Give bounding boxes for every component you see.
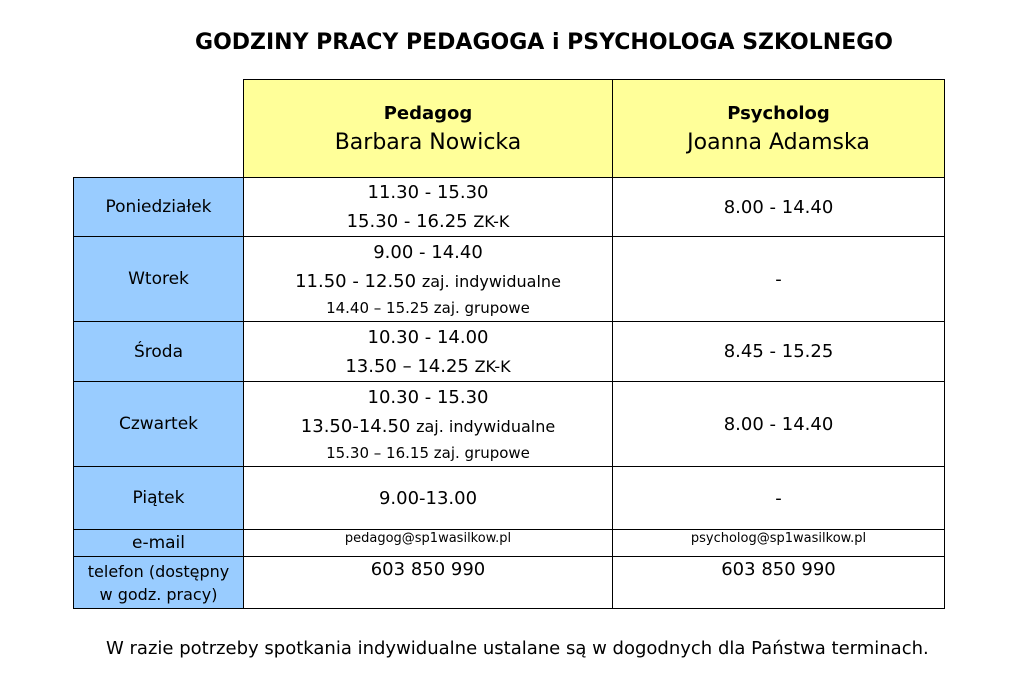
page-title: GODZINY PRACY PEDAGOGA i PSYCHOLOGA SZKOLNEGO <box>195 30 893 55</box>
header-role: Psycholog <box>727 102 830 124</box>
time-range: 9.00 - 14.40 <box>373 242 483 263</box>
time-note: zaj. indywidualne <box>421 272 561 291</box>
time-line <box>368 178 489 207</box>
time-range: 10.30 - 14.00 <box>367 326 489 348</box>
time-range: 9.00-13.00 <box>378 487 478 509</box>
time-line <box>368 323 489 352</box>
pedagog-hours-thursday <box>243 381 613 467</box>
pedagog-email[interactable]: pedagog@sp1wasilkow.pl <box>243 529 613 557</box>
time-line <box>379 484 477 513</box>
phone-label <box>73 556 244 609</box>
time-line <box>368 383 489 412</box>
phone-label-line: w godz. pracy) <box>99 584 218 604</box>
pedagog-hours-tuesday <box>243 236 613 322</box>
time-line-small: 15.30 – 16.15 zaj. grupowe <box>326 444 530 462</box>
time-line-small: 14.40 – 15.25 zaj. grupowe <box>326 299 530 317</box>
time-range: 11.50 - 12.50 <box>295 271 417 292</box>
psycholog-hours-monday: 8.00 - 14.40 <box>612 177 945 237</box>
header-person: Joanna Adamska <box>687 129 870 155</box>
time-line <box>347 207 510 236</box>
day-label-wednesday: Środa <box>73 321 244 382</box>
pedagog-hours-monday <box>243 177 613 237</box>
day-label-tuesday: Wtorek <box>73 236 244 322</box>
pedagog-hours-wednesday <box>243 321 613 382</box>
psycholog-hours-friday: - <box>612 466 945 530</box>
time-range: 10.30 - 15.30 <box>367 387 489 408</box>
time-range: 13.50-14.50 <box>300 416 411 437</box>
schedule-table <box>74 79 945 608</box>
time-note: ZK-K <box>473 212 510 231</box>
psycholog-hours-wednesday: 8.45 - 15.25 <box>612 321 945 382</box>
day-label-thursday: Czwartek <box>73 381 244 467</box>
footer-note: W razie potrzeby spotkania indywidualne ustalane są w dogodnych dla Państwa terminach. <box>106 638 929 659</box>
email-label: e-mail <box>73 529 244 557</box>
psycholog-hours-thursday: 8.00 - 14.40 <box>612 381 945 467</box>
phone-label-line: telefon (dostępny <box>87 561 230 581</box>
time-range: 11.30 - 15.30 <box>367 182 489 203</box>
time-range: 15.30 - 16.25 <box>346 211 468 232</box>
pedagog-hours-friday <box>243 466 613 530</box>
time-line <box>345 352 510 381</box>
time-note: zaj. indywidualne <box>416 417 556 436</box>
day-label-friday: Piątek <box>73 466 244 530</box>
time-range: 13.50 – 14.25 <box>345 355 469 377</box>
header-person: Barbara Nowicka <box>334 129 522 155</box>
time-line <box>301 412 555 441</box>
header-pedagog <box>243 79 613 178</box>
time-line <box>373 238 483 267</box>
psycholog-phone: 603 850 990 <box>612 556 945 609</box>
time-note: ZK-K <box>474 356 511 376</box>
header-role: Pedagog <box>383 102 473 124</box>
day-label-monday: Poniedziałek <box>73 177 244 237</box>
header-psycholog <box>612 79 945 178</box>
psycholog-hours-tuesday: - <box>612 236 945 322</box>
table-corner <box>73 79 244 178</box>
psycholog-email[interactable]: psycholog@sp1wasilkow.pl <box>612 529 945 557</box>
pedagog-phone: 603 850 990 <box>243 556 613 609</box>
time-line <box>295 267 561 296</box>
